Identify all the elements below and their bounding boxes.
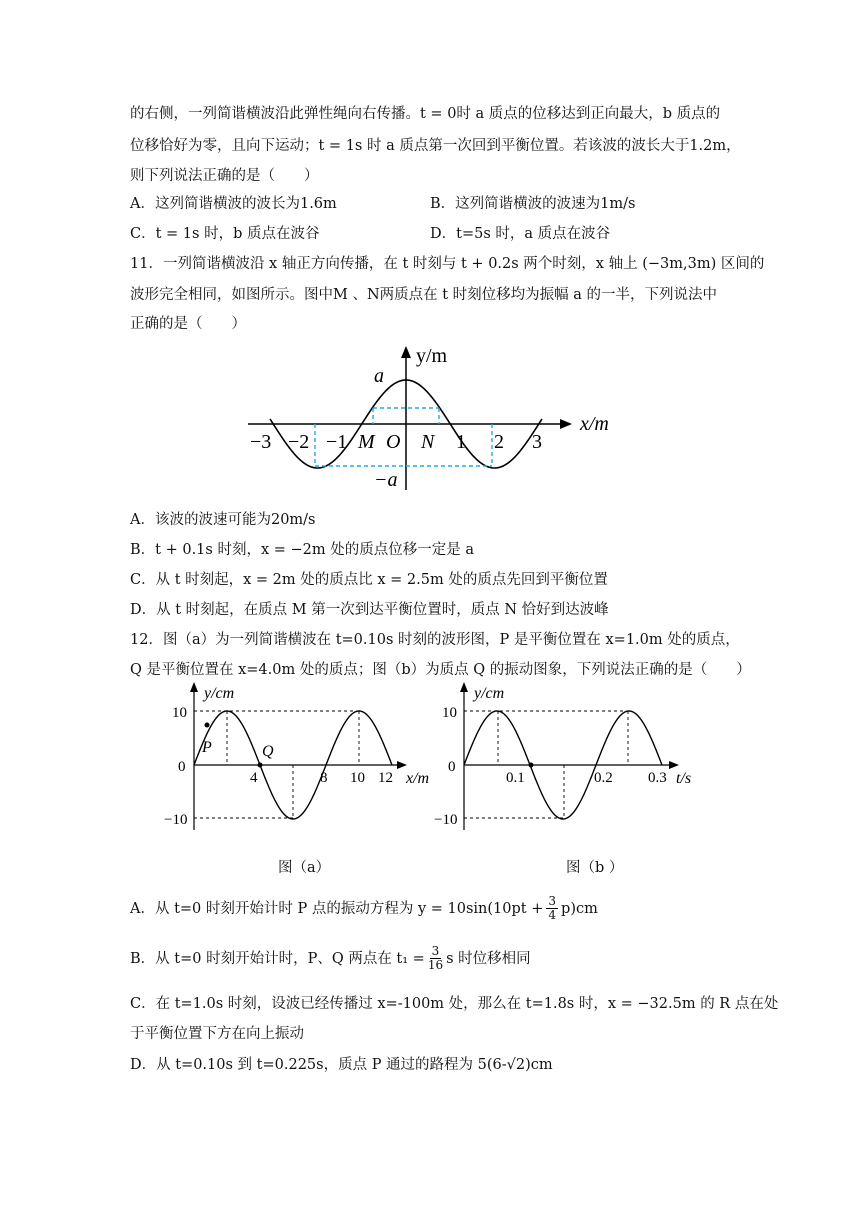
q12-option-b <box>130 945 531 972</box>
q12a-xtick-12: 12 <box>378 770 393 786</box>
q12b-ytick-0: 0 <box>448 759 456 775</box>
q11-tick-o: O <box>386 431 401 453</box>
q11-line-3: 正确的是（ ） <box>130 316 246 332</box>
q12-option-b-pre: B．从 t=0 时刻开始计时，P、Q 两点在 t₁ = <box>130 950 425 967</box>
q12-option-b-fraction <box>428 945 443 972</box>
q12-figure-a <box>160 680 440 840</box>
q12-option-b-num: 3 <box>431 944 440 958</box>
q12a-xtick-8: 8 <box>320 770 328 786</box>
q10-line-1: 的右侧，一列简谐横波沿此弹性绳向右传播。t = 0时 a 质点的位移达到正向最大，b 质点的 <box>130 106 721 122</box>
q11-tick-1: 1 <box>456 431 466 453</box>
q12-option-d: D．从 t=0.10s 到 t=0.225s，质点 P 通过的路程为 5(6-√2)cm <box>130 1057 553 1073</box>
q11-amp-pos-label: a <box>374 365 384 387</box>
q11-amp-neg-label: −a <box>374 469 398 491</box>
q12-line-2: Q 是平衡位置在 x=4.0m 处的质点；图（b）为质点 Q 的振动图象，下列说法正确的是（ ） <box>130 662 751 678</box>
q11-tick-3: 3 <box>532 431 542 453</box>
q12b-x-arrow-icon <box>669 761 679 769</box>
q12-option-a-pre: A．从 t=0 时刻开始计时 P 点的振动方程为 y = 10sin(10pt + <box>130 900 544 917</box>
q12a-point-q-label: Q <box>262 743 274 760</box>
q12-figure-b <box>430 680 720 840</box>
q12b-zero-marker <box>529 763 534 768</box>
q12b-xtick-03: 0.3 <box>648 770 667 786</box>
q10-option-b: B．这列简谐横波的波速为1m/s <box>430 196 636 212</box>
q11-x-arrow-icon <box>560 419 572 429</box>
q11-option-b: B．t + 0.1s 时刻，x = −2m 处的质点位移一定是 a <box>130 542 474 558</box>
q11-tick-2: 2 <box>494 431 504 453</box>
q11-y-arrow-icon <box>401 346 411 358</box>
q11-wave-figure <box>240 340 620 500</box>
q11-tick-labels <box>250 431 542 453</box>
q12a-ytick-neg10: −10 <box>164 812 188 828</box>
q12-option-c-line-1: C．在 t=1.0s 时刻，设波已经传播过 x=-100m 处，那么在 t=1.8s 时，x = −32.5m 的 R 点在处 <box>130 996 779 1012</box>
q11-tick-neg3: −3 <box>250 431 272 453</box>
q11-x-label: x/m <box>580 413 609 435</box>
q12a-y-label: y/cm <box>204 685 235 702</box>
q12a-xtick-10: 10 <box>350 770 365 786</box>
q12-line-1: 12．图（a）为一列简谐横波在 t=0.10s 时刻的波形图，P 是平衡位置在 x=1.0m 处的质点， <box>130 632 740 648</box>
q12-option-a-fraction <box>546 895 558 922</box>
q12a-caption: 图（a） <box>278 860 331 876</box>
q12a-point-q-marker <box>258 763 263 768</box>
q12-option-a-num: 3 <box>548 894 557 908</box>
q12-option-c-line-2: 于平衡位置下方在向上振动 <box>130 1026 304 1042</box>
q12b-xtick-02: 0.2 <box>594 770 613 786</box>
q12a-point-p-label: P <box>202 739 212 756</box>
q12-option-a-post: p)cm <box>561 900 598 917</box>
q12a-point-p-marker <box>205 723 210 728</box>
q11-option-d: D．从 t 时刻起，在质点 M 第一次到达平衡位置时，质点 N 恰好到达波峰 <box>130 602 609 618</box>
q12b-xtick-01: 0.1 <box>506 770 525 786</box>
q10-option-c: C．t = 1s 时，b 质点在波谷 <box>130 226 320 242</box>
q11-tick-neg1: −1 <box>326 431 348 453</box>
q10-line-3: 则下列说法正确的是（ ） <box>130 168 319 184</box>
q11-option-c: C．从 t 时刻起，x = 2m 处的质点比 x = 2.5m 处的质点先回到平衡位置 <box>130 572 608 588</box>
q10-line-2: 位移恰好为零，且向下运动；t = 1s 时 a 质点第一次回到平衡位置。若该波的波长大于1.2m， <box>130 138 741 154</box>
q12b-ytick-neg10: −10 <box>434 812 458 828</box>
q12b-y-arrow-icon <box>460 682 468 692</box>
q12b-caption: 图（b ） <box>566 860 624 876</box>
q12-option-b-den: 16 <box>427 958 444 972</box>
q12b-y-label: y/cm <box>474 685 505 702</box>
q11-line-2: 波形完全相同，如图所示。图中M 、N两质点在 t 时刻位移均为振幅 a 的一半，下列说法中 <box>130 287 718 303</box>
q10-option-a: A．这列简谐横波的波长为1.6m <box>130 196 337 212</box>
q12a-x-label: x/m <box>406 770 430 787</box>
q11-line-1: 11．一列简谐横波沿 x 轴正方向传播，在 t 时刻与 t + 0.2s 两个时刻，x 轴上 (−3m,3m) 区间的 <box>130 256 765 272</box>
q12a-ytick-10: 10 <box>172 705 187 721</box>
q12-option-a-den: 4 <box>548 908 557 922</box>
q12-option-b-post: s 时位移相同 <box>446 950 531 967</box>
q12a-x-arrow-icon <box>397 761 407 769</box>
q12a-y-arrow-icon <box>190 682 198 692</box>
q12-option-a <box>130 895 598 922</box>
q10-option-d: D．t=5s 时，a 质点在波谷 <box>430 226 611 242</box>
q12b-ytick-10: 10 <box>442 705 457 721</box>
q11-y-label: y/m <box>416 345 448 367</box>
q11-tick-n: N <box>421 431 435 453</box>
q11-tick-m: M <box>358 431 375 453</box>
q12b-x-label: t/s <box>676 770 692 787</box>
q11-tick-neg2: −2 <box>288 431 310 453</box>
q12a-ytick-0: 0 <box>178 759 186 775</box>
q12a-xtick-4: 4 <box>250 770 258 786</box>
q11-option-a: A．该波的波速可能为20m/s <box>130 512 316 528</box>
